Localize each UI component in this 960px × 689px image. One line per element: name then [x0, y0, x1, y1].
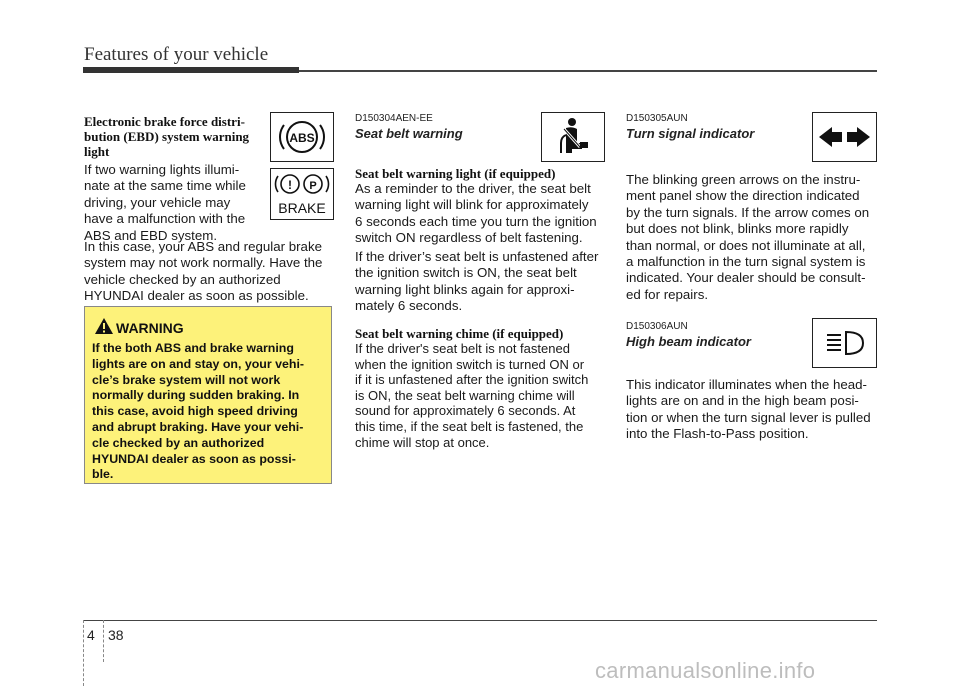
exclamation-symbol: ! [288, 178, 292, 192]
warning-title: WARNING [116, 320, 184, 336]
heading-line: bution (EBD) system warning [84, 129, 250, 144]
text-line: 6 seconds each time you turn the ignition [355, 213, 597, 229]
text-line: In this case, your ABS and regular brake [84, 239, 322, 254]
abs-icon-label: ABS [289, 131, 315, 145]
text-line: by the turn signals. If the arrow comes on [626, 204, 870, 220]
section-number: 4 [87, 627, 95, 643]
text-line: this case, avoid high speed driving [92, 404, 298, 419]
turn-signal-section-title: Turn signal indicator [626, 126, 755, 141]
warning-body [92, 341, 324, 483]
text-line: HYUNDAI dealer as soon as possible. [84, 288, 309, 304]
header-bar [83, 67, 299, 73]
warning-box [84, 306, 332, 484]
watermark: carmanualsonline.info [595, 658, 816, 683]
text-line: if it is unfastened after the ignition switch [355, 372, 589, 388]
page-number: 38 [108, 627, 124, 643]
text-line: than normal, or does not illuminate at all, [626, 237, 866, 253]
header-rule [299, 70, 877, 72]
text-line: As a reminder to the driver, the seat belt [355, 181, 591, 196]
text-line: and abrupt braking. Have your vehi- [92, 419, 304, 434]
high-beam-section-code: D150306AUN [626, 321, 688, 332]
text-line: tion or when the turn signal lever is pulled [626, 409, 871, 425]
footer-divider [103, 620, 105, 662]
page-header-title: Features of your vehicle [84, 44, 269, 65]
text-line: ed for repairs. [626, 286, 709, 302]
text-line: If the driver’s seat belt is unfastened after [355, 249, 599, 264]
text-line: lights are on and in the high beam posi- [626, 393, 859, 409]
seatbelt-chime-subheading: Seat belt warning chime (if equipped) [355, 326, 564, 341]
footer-crop-mark [83, 620, 85, 686]
heading-line: Electronic brake force distri- [84, 114, 245, 129]
text-line: If the driver's seat belt is not fastened [355, 341, 570, 356]
footer-rule [83, 620, 877, 621]
text-line: this time, if the seat belt is fastened, the [355, 418, 584, 434]
text-line: mately 6 seconds. [355, 298, 463, 314]
text-line: lights are on and stay on, your vehi- [92, 356, 305, 371]
text-line: vehicle checked by an authorized [84, 271, 281, 287]
turn-signal-paragraph [626, 172, 877, 303]
brake-warning-icon [270, 168, 334, 220]
seatbelt-warning-icon [541, 112, 605, 162]
text-line: ment panel show the direction indicated [626, 188, 860, 204]
text-line: This indicator illuminates when the head- [626, 377, 867, 392]
seatbelt-section-title: Seat belt warning [355, 126, 463, 141]
text-line: have a malfunction with the [84, 211, 246, 227]
text-line: The blinking green arrows on the instru- [626, 172, 861, 187]
warning-triangle-icon [94, 317, 114, 335]
high-beam-icon [812, 318, 877, 368]
text-line: driving, your vehicle may [84, 194, 231, 210]
heading-line: light [84, 144, 110, 159]
text-line: a malfunction in the turn signal system is [626, 254, 866, 270]
text-line: normally during sudden braking. In [92, 388, 300, 403]
high-beam-paragraph [626, 377, 877, 443]
abs-warning-icon [270, 112, 334, 162]
brake-icon-label: BRAKE [278, 200, 326, 216]
ebd-heading [84, 114, 264, 159]
seatbelt-paragraph-2 [355, 249, 605, 315]
text-line: HYUNDAI dealer as soon as possi- [92, 451, 296, 466]
text-line: cle checked by an authorized [92, 435, 265, 450]
seatbelt-paragraph-3 [355, 341, 605, 450]
turn-signal-section-code: D150305AUN [626, 113, 688, 124]
text-line: system may not work normally. Have the [84, 255, 323, 271]
text-line: when the ignition switch is turned ON or [355, 356, 585, 372]
seatbelt-light-subheading: Seat belt warning light (if equipped) [355, 166, 556, 181]
text-line: into the Flash-to-Pass position. [626, 426, 809, 442]
text-line: nate at the same time while [84, 178, 246, 194]
text-line: sound for approximately 6 seconds. At [355, 403, 576, 419]
high-beam-section-title: High beam indicator [626, 334, 751, 349]
text-line: switch ON regardless of belt fastening. [355, 230, 583, 246]
text-line: chime will stop at once. [355, 434, 490, 450]
text-line: warning light blinks again for approxi- [355, 281, 575, 297]
text-line: ble. [92, 467, 114, 482]
seatbelt-section-code: D150304AEN-EE [355, 113, 433, 124]
text-line: the ignition switch is ON, the seat belt [355, 265, 577, 281]
ebd-paragraph-2 [84, 239, 334, 305]
seatbelt-paragraph-1 [355, 181, 605, 247]
text-line: indicated. Your dealer should be consult- [626, 270, 866, 286]
turn-signal-arrows-icon [812, 112, 877, 162]
text-line: If two warning lights illumi- [84, 162, 240, 177]
parking-symbol: P [309, 180, 317, 192]
ebd-paragraph-1 [84, 162, 264, 244]
text-line: If the both ABS and brake warning [92, 341, 294, 355]
text-line: cle’s brake system will not work [92, 372, 281, 387]
text-line: warning light will blink for approximately [355, 197, 589, 213]
text-line: ABS and EBD system. [84, 227, 218, 243]
text-line: is ON, the seat belt warning chime will [355, 387, 575, 403]
text-line: but does not blink, blinks more rapidly [626, 221, 849, 237]
